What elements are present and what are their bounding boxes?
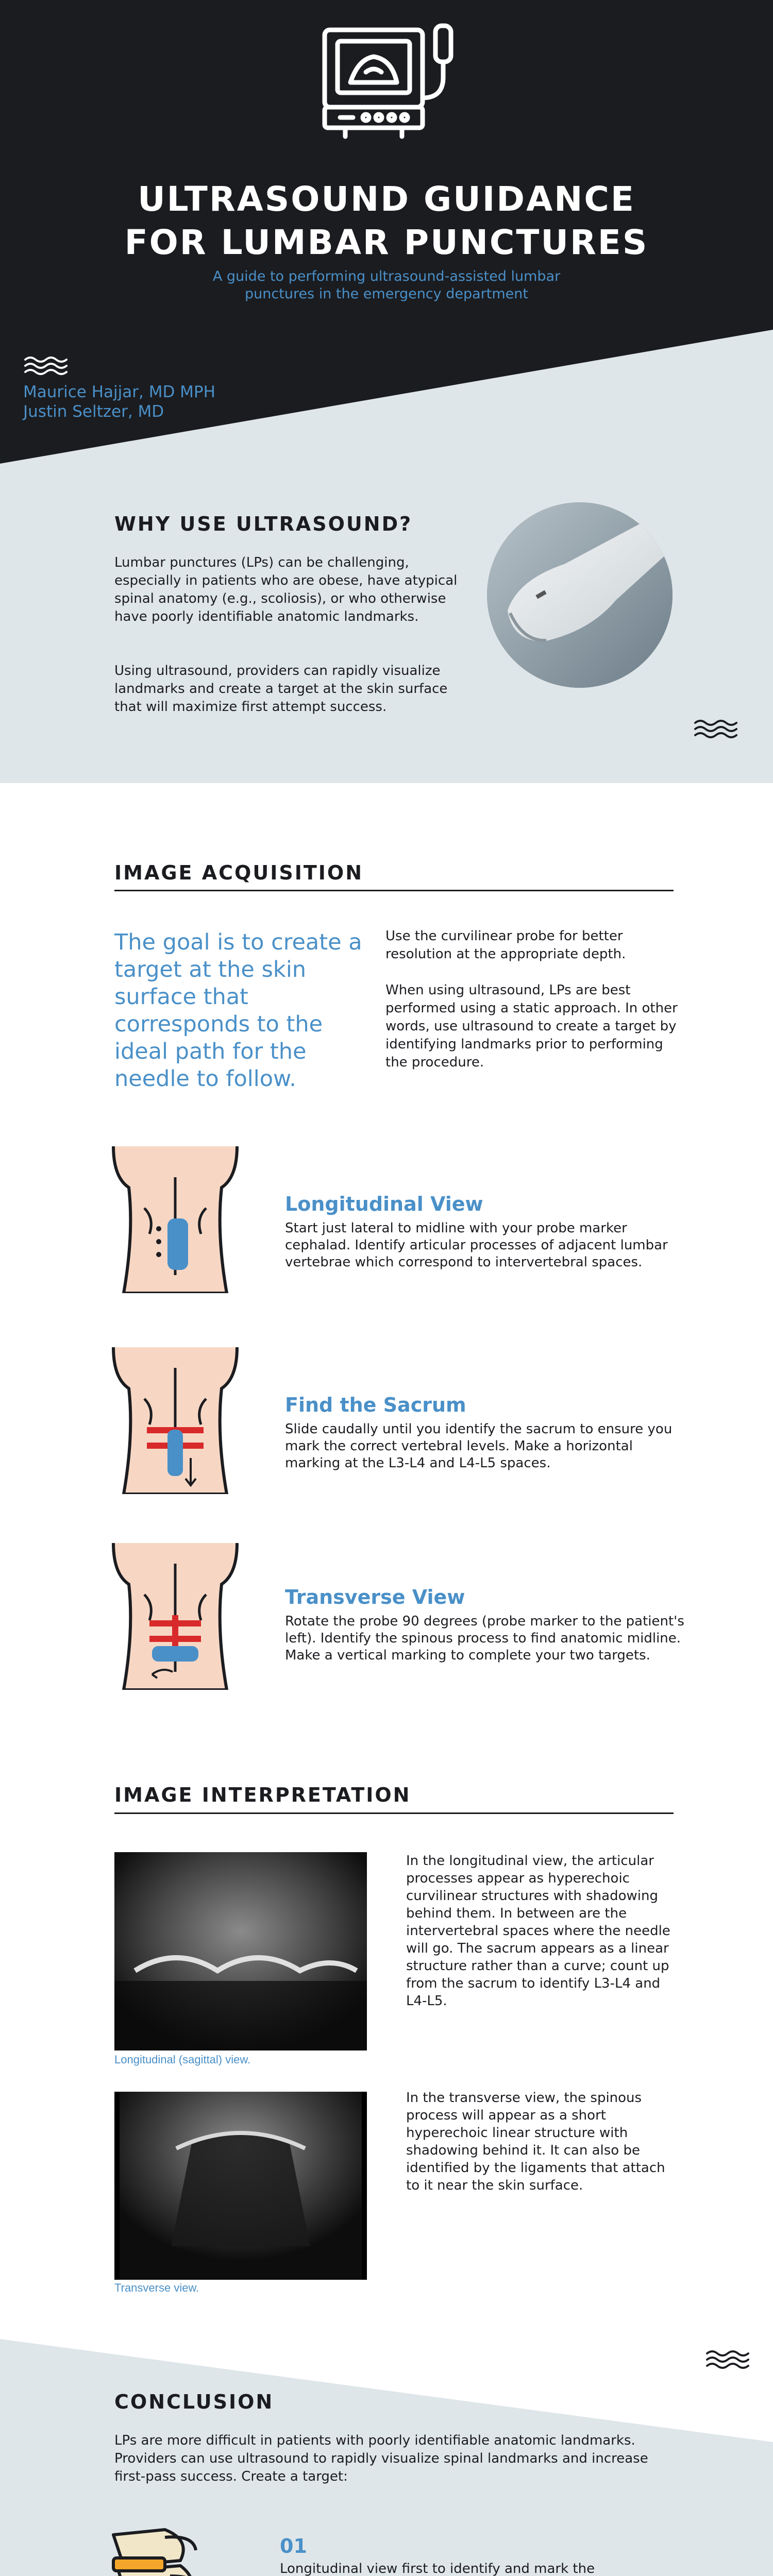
acquisition-heading: IMAGE ACQUISITION [114, 861, 364, 884]
probe-photo [487, 502, 673, 688]
author-2: Justin Seltzer, MD [23, 402, 164, 421]
page-subtitle [155, 268, 618, 303]
squiggle-icon [693, 719, 740, 739]
page-title [52, 178, 721, 264]
step-text-transverse: Rotate the probe 90 degrees (probe marker to the patient's left). Identify the spinous process to find anatomic midline. Make a vertical marking to complete your two targets. [285, 1614, 684, 1663]
goal-statement: The goal is to create a target at the skin surface that corresponds to the ideal path for the needle to follow. [114, 929, 362, 1092]
item-number-01: 01 [280, 2535, 307, 2557]
transverse-back-icon [103, 1543, 247, 1690]
sacrum-back-icon [103, 1347, 247, 1494]
step-text-longitudinal: Start just lateral to midline with your probe marker cephalad. Identify articular processes of adjacent lumbar vertebrae which correspond to intervertebral spaces. [285, 1221, 668, 1270]
longitudinal-ultrasound-image [114, 1852, 367, 2050]
conclusion-paragraph: LPs are more difficult in patients with poorly identifiable anatomic landmarks. Providers can use ultrasound to rapidly visualize spinal landmarks and increase first-pass success. Create a target: [114, 2433, 648, 2484]
subtitle-line-2: punctures in the emergency department [245, 286, 528, 302]
interpretation-paragraph-2: In the transverse view, the spinous process will appear as a short hyperechoic linear structure with shadowing behind it. It can also be identified by the ligaments that attach to it near the skin surface. [406, 2090, 665, 2193]
squiggle-icon [23, 355, 70, 376]
acquisition-paragraph-1: Use the curvilinear probe for better resolution at the appropriate depth. [385, 928, 626, 962]
spine-bone-icon [103, 2514, 206, 2576]
author-1: Maurice Hajjar, MD MPH [23, 383, 215, 401]
step-text-sacrum: Slide caudally until you identify the sacrum to ensure you mark the correct vertebral levels. Make a horizontal marking at the L3-L4 and L4-L5 spaces. [285, 1421, 673, 1471]
ultrasound-machine-icon [314, 21, 459, 139]
title-line-2: FOR LUMBAR PUNCTURES [124, 223, 649, 262]
why-heading: WHY USE ULTRASOUND? [114, 513, 413, 535]
caption-transverse: Transverse view. [114, 2281, 199, 2294]
subtitle-line-1: A guide to performing ultrasound-assisted lumbar [212, 268, 561, 284]
interpretation-heading: IMAGE INTERPRETATION [114, 1784, 411, 1806]
why-paragraph-1: Lumbar punctures (LPs) can be challenging, especially in patients who are obese, have atypical spinal anatomy (e.g., scoliosis), or who otherwise have poorly identifiable anatomic landmarks. [114, 555, 458, 624]
title-line-1: ULTRASOUND GUIDANCE [138, 179, 635, 219]
acquisition-paragraph-2: When using ultrasound, LPs are best performed using a static approach. In other words, use ultrasound to create a target by identifying landmarks prior to performing the procedure. [385, 982, 678, 1070]
step-title-sacrum: Find the Sacrum [285, 1394, 466, 1416]
conclusion-heading: CONCLUSION [114, 2391, 274, 2413]
longitudinal-back-icon [103, 1146, 247, 1293]
authors [23, 382, 215, 421]
item-text-01: Longitudinal view first to identify and mark the [280, 2561, 595, 2576]
acquisition-rule [114, 890, 674, 891]
interpretation-rule [114, 1812, 674, 1814]
interpretation-paragraph-1: In the longitudinal view, the articular processes appear as hyperechoic curvilinear structures with shadowing behind them. In between are the intervertebral spaces where the needle will go. The sacrum appears as a linear structure rather than a curve; count up from the sacrum to identify L3-L4 and L4-L5. [406, 1853, 670, 2009]
step-title-longitudinal: Longitudinal View [285, 1193, 483, 1215]
caption-longitudinal: Longitudinal (sagittal) view. [114, 2053, 251, 2066]
why-paragraph-2: Using ultrasound, providers can rapidly visualize landmarks and create a target at the skin surface that will maximize first attempt success. [114, 663, 448, 715]
transverse-ultrasound-image [114, 2092, 367, 2280]
step-title-transverse: Transverse View [285, 1586, 465, 1608]
squiggle-icon [705, 2349, 751, 2370]
